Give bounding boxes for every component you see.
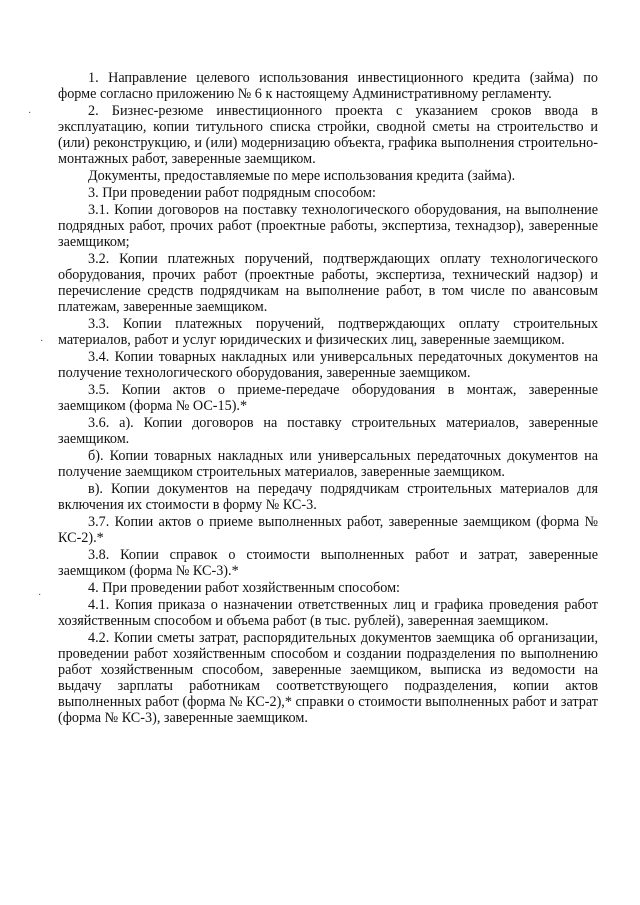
paragraph-business-summary: 2. Бизнес-резюме инвестиционного проекта с указанием сроков ввода в эксплуатацию, копии титульного списка стройки, сводной сметы на строительство и (или) реконструкцию, и (или) модернизацию объекта, графика выполнения строительно-монтажных работ, заверенные заемщиком. [58, 102, 598, 168]
paragraph-3-6-v: в). Копии документов на передачу подрядчикам строительных материалов для включения их стоимости в форму № КС-3. [58, 481, 598, 514]
paragraph-documents-heading: Документы, предоставляемые по мере использования кредита (займа). [88, 168, 516, 185]
paragraph-4-1: 4.1. Копия приказа о назначении ответственных лиц и графика проведения работ хозяйственным способом и объема работ (в тыс. рублей), заверенная заемщиком. [58, 596, 598, 630]
paragraph-economic-method: 4. При проведении работ хозяйственным способом: [88, 580, 400, 597]
scan-speck: · [40, 336, 44, 347]
paragraph-3-7: 3.7. Копии актов о приеме выполненных работ, заверенные заемщиком (форма № КС-2).* [58, 514, 598, 547]
paragraph-3-5: 3.5. Копии актов о приеме-передаче оборудования в монтаж, заверенные заемщиком (форма № ОС-15).* [58, 382, 598, 415]
paragraph-3-1: 3.1. Копии договоров на поставку технологического оборудования, на выполнение подрядных работ, прочих работ (проектные работы, экспертиза, технадзор), заверенные заемщиком; [58, 201, 598, 251]
paragraph-contract-method: 3. При проведении работ подрядным способом: [88, 185, 376, 202]
paragraph-direction-of-use: 1. Направление целевого использования инвестиционного кредита (займа) по форме согласно приложению № 6 к настоящему Административному регламенту. [58, 70, 598, 103]
document-page [58, 70, 598, 727]
paragraph-3-4: 3.4. Копии товарных накладных или универсальных передаточных документов на получение технологического оборудования, заверенные заемщиком. [58, 349, 598, 382]
paragraph-3-8: 3.8. Копии справок о стоимости выполненных работ и затрат, заверенные заемщиком (форма № КС-3).* [58, 547, 598, 580]
paragraph-4-2: 4.2. Копии сметы затрат, распорядительных документов заемщика об организации, проведении работ хозяйственным способом и создании подразделения по выполнению работ хозяйственным способом, заверенные заемщиком, выписка из ведомости на выдачу зарплаты работникам соответствующего подразделения, копии актов выполненных работ (форма № КС-2),* справки о стоимости выполненных работ и затрат (форма № КС-3), заверенные заемщиком. [58, 629, 598, 727]
paragraph-3-2: 3.2. Копии платежных поручений, подтверждающих оплату технологического оборудования, прочих работ (проектные работы, экспертиза, технический надзор) и перечисление средств подрядчикам на выполнение работ, в том числе по авансовым платежам, заверенные заемщиком. [58, 251, 598, 316]
scan-speck: · [28, 108, 32, 119]
paragraph-3-6-a: 3.6. а). Копии договоров на поставку строительных материалов, заверенные заемщиком. [58, 415, 598, 448]
scan-speck: · [38, 590, 42, 601]
paragraph-3-3: 3.3. Копии платежных поручений, подтверждающих оплату строительных материалов, работ и услуг юридических и физических лиц, заверенные заемщиком. [58, 316, 598, 349]
paragraph-3-6-b: б). Копии товарных накладных или универсальных передаточных документов на получение заемщиком строительных материалов, заверенные заемщиком. [58, 448, 598, 481]
